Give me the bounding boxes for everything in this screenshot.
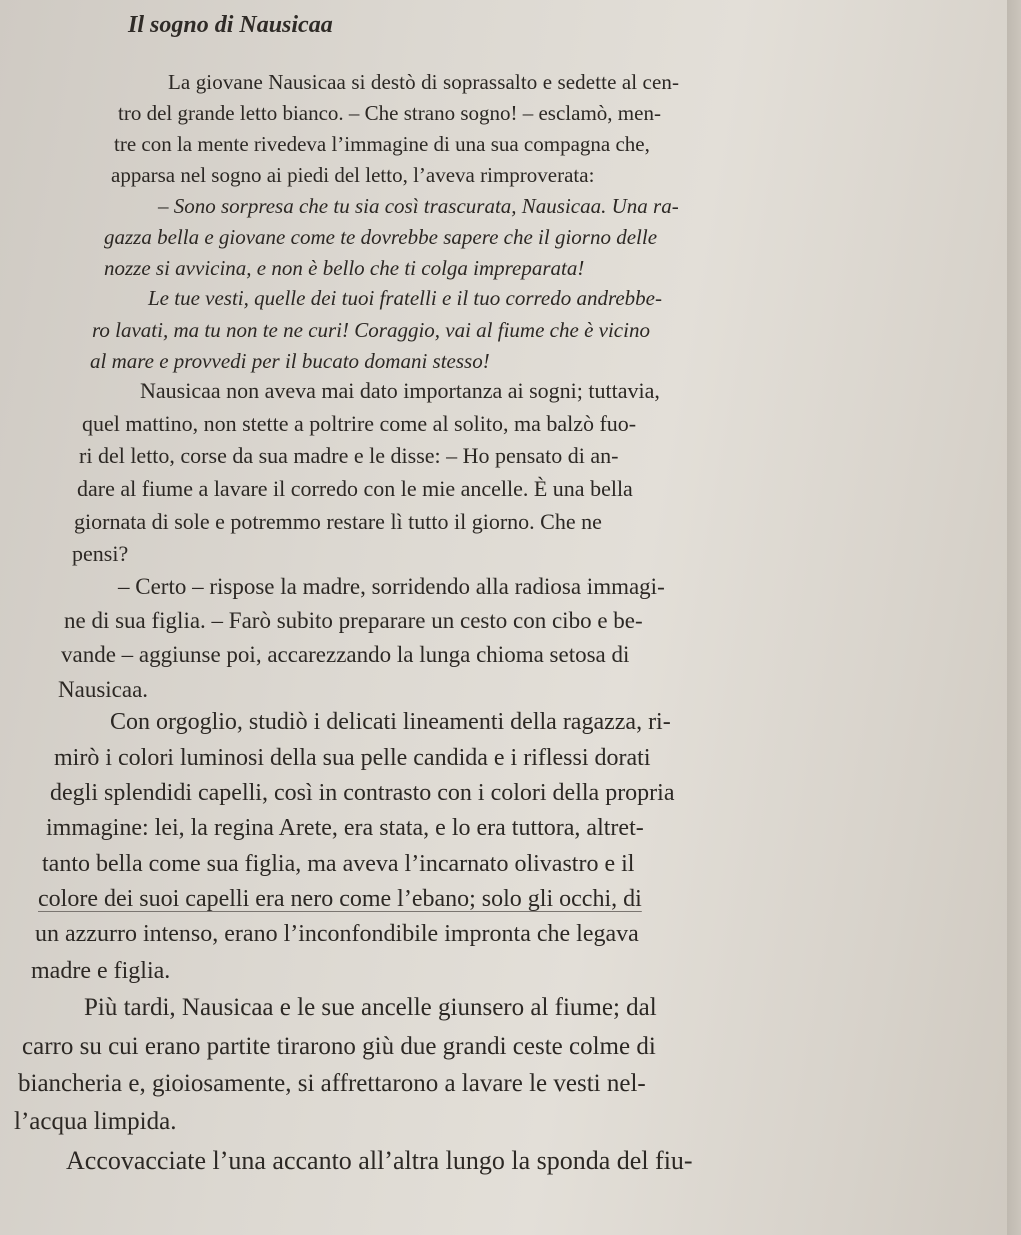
- text-line: pensi?: [72, 541, 129, 566]
- text-line: colore dei suoi capelli era nero come l’ebano; solo gli occhi, di: [38, 886, 642, 912]
- text-line: tro del grande letto bianco. – Che strano sogno! – esclamò, men-: [118, 101, 661, 125]
- text-line: Accovacciate l’una accanto all’altra lungo la sponda del fiu-: [66, 1146, 693, 1175]
- text-line: Con orgoglio, studiò i delicati lineamenti della ragazza, ri-: [110, 709, 671, 735]
- text-line: Le tue vesti, quelle dei tuoi fratelli e il tuo corredo andrebbe-: [148, 286, 662, 310]
- text-line: un azzurro intenso, erano l’inconfondibile impronta che legava: [35, 921, 639, 947]
- text-line: Più tardi, Nausicaa e le sue ancelle giunsero al fiume; dal: [84, 994, 657, 1021]
- text-line: madre e figlia.: [31, 958, 171, 984]
- text-line: Nausicaa.: [58, 677, 149, 702]
- text-line: apparsa nel sogno ai piedi del letto, l’aveva rimproverata:: [111, 163, 595, 187]
- text-line: – Sono sorpresa che tu sia così trascurata, Nausicaa. Una ra-: [158, 194, 679, 218]
- text-line: quel mattino, non stette a poltrire come al solito, ma balzò fuo-: [82, 411, 637, 436]
- text-line: biancheria e, gioiosamente, si affrettarono a lavare le vesti nel-: [18, 1070, 646, 1097]
- text-line: – Certo – rispose la madre, sorridendo alla radiosa immagi-: [118, 574, 665, 599]
- text-line: l’acqua limpida.: [14, 1108, 177, 1135]
- chapter-title: Il sogno di Nausicaa: [128, 12, 333, 38]
- text-line: degli splendidi capelli, così in contrasto con i colori della propria: [50, 780, 675, 806]
- text-line: tanto bella come sua figlia, ma aveva l’incarnato olivastro e il: [42, 851, 635, 877]
- text-line: vande – aggiunse poi, accarezzando la lunga chioma setosa di: [61, 642, 630, 667]
- text-line: al mare e provvedi per il bucato domani stesso!: [90, 349, 490, 373]
- text-line: nozze si avvicina, e non è bello che ti colga impreparata!: [104, 256, 585, 280]
- text-line: ne di sua figlia. – Farò subito preparare un cesto con cibo e be-: [64, 608, 643, 633]
- page-edge: [1007, 0, 1021, 1235]
- text-line: La giovane Nausicaa si destò di soprassalto e sedette al cen-: [168, 70, 680, 94]
- text-line: gazza bella e giovane come te dovrebbe sapere che il giorno delle: [104, 225, 658, 249]
- text-line: ri del letto, corse da sua madre e le disse: – Ho pensato di an-: [79, 443, 619, 468]
- text-line: immagine: lei, la regina Arete, era stata, e lo era tuttora, altret-: [46, 815, 644, 841]
- text-line: tre con la mente rivedeva l’immagine di una sua compagna che,: [114, 132, 650, 156]
- text-line: ro lavati, ma tu non te ne curi! Coraggio, vai al fiume che è vicino: [92, 318, 650, 342]
- text-line: giornata di sole e potremmo restare lì tutto il giorno. Che ne: [74, 509, 602, 534]
- text-line: dare al fiume a lavare il corredo con le mie ancelle. È una bella: [77, 476, 633, 501]
- text-line: mirò i colori luminosi della sua pelle candida e i riflessi dorati: [54, 745, 651, 771]
- text-line: carro su cui erano partite tirarono giù due grandi ceste colme di: [22, 1033, 656, 1060]
- text-line: Nausicaa non aveva mai dato importanza ai sogni; tuttavia,: [140, 378, 660, 403]
